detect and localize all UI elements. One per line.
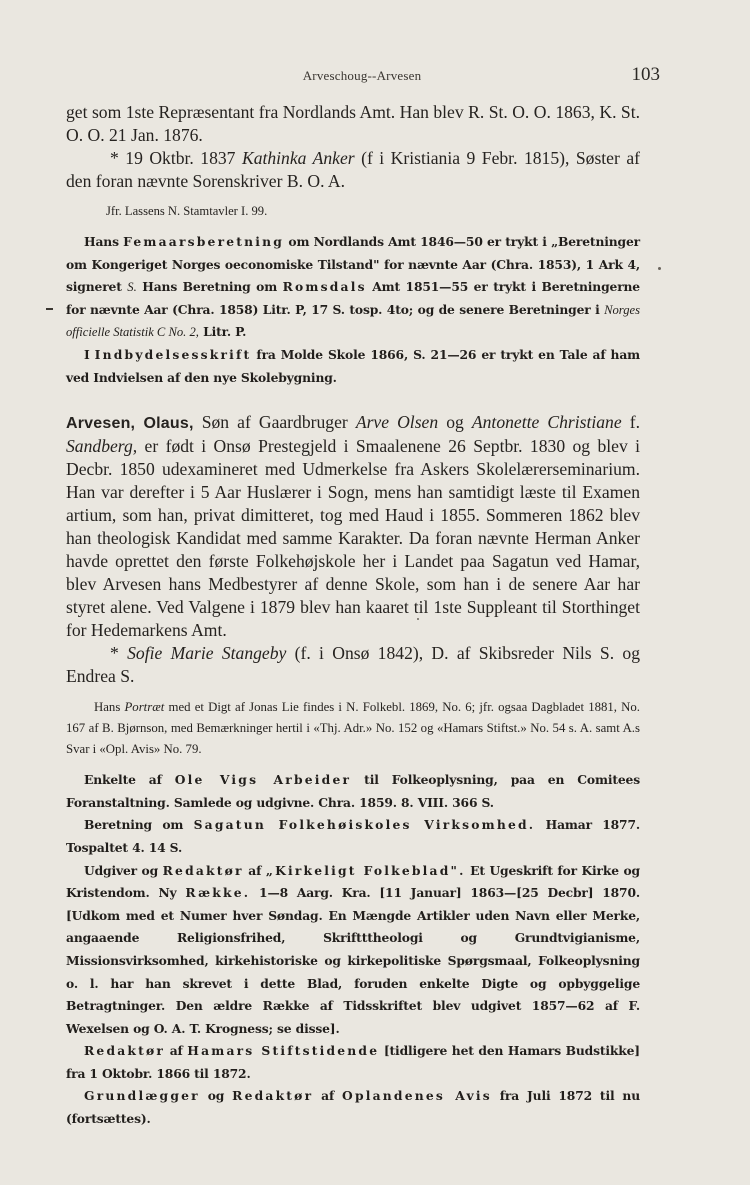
work-title: Hamars Stiftstidende — [187, 1043, 380, 1059]
page-body — [66, 101, 640, 1131]
role-title: Grundlægger — [84, 1088, 200, 1104]
works-text: af — [243, 862, 266, 878]
series-title: Norges officielle Statistik C No. 2, — [66, 302, 640, 340]
works-text: af — [313, 1088, 343, 1104]
works-entry — [66, 344, 640, 389]
marriage-details: (f i Kristiania 9 Febr. 1815), Søster af den foran nævnte Sorenskriver B. O. A. — [66, 148, 640, 191]
works-text: Hans — [84, 234, 124, 249]
works-text: og — [199, 1088, 233, 1104]
work-title: Indbydelsesskrift — [94, 346, 252, 362]
entry-continuation — [66, 101, 640, 147]
works-text: Litr. P. — [198, 324, 247, 340]
marriage-line — [66, 147, 640, 193]
works-text: Udgiver og — [84, 862, 163, 878]
spouse-name: Sofie Marie Stangeby — [127, 643, 287, 664]
works-text: [tidligere het den Hamars Budstikke] fra 1 Oktobr. 1866 til 1872. — [66, 1043, 640, 1081]
role-title: Redaktør — [84, 1043, 166, 1059]
series-word: Række. — [185, 885, 251, 901]
works-text: fra Juli 1872 til nu (fortsættes). — [66, 1088, 640, 1127]
print-speck — [658, 267, 661, 270]
works-entry — [66, 1040, 640, 1085]
works-entry — [66, 231, 640, 344]
running-head: Arveschoug--Arvesen — [302, 68, 422, 83]
works-text: om Nordlands Amt 1846—50 er trykt i „Beretninger om Kongeriget Norges oeconomiske Tilstand" for nævnte Aar (Chra. 1853), 1 Ark 4, signeret — [66, 234, 640, 295]
marriage-line — [66, 642, 640, 688]
role-title: Redaktør — [162, 862, 244, 878]
works-entry — [66, 1085, 640, 1130]
page-number: 103 — [631, 64, 660, 85]
works-text: Hans Beretning om — [136, 279, 283, 295]
works-entry — [66, 814, 640, 859]
signature-mark: S. — [127, 280, 137, 295]
bio-text: f. — [621, 412, 640, 433]
father-name: Arve Olsen — [355, 412, 439, 433]
bio-text: Søn af Gaardbruger — [193, 412, 356, 433]
work-title: Oplandenes Avis — [342, 1088, 492, 1104]
page-header — [64, 62, 660, 88]
note-text: med et Digt af Jonas Lie findes i N. Folkebl. 1869, No. 6; jfr. ogsaa Dagbladet 1881, No. 167 af B. Bjørnson, med Bemærkninger hertil i «Thj. Adr.» No. 152 og «Hamars Stiftst.» No. 54 s. A. samt A.s Svar i «Opl. Avis» No. 79. — [66, 700, 641, 757]
works-text: til Folkeoplysning, paa en Comitees Foranstaltning. Samlede og udgivne. Chra. 1859. 8. VIII. 366 S. — [66, 772, 640, 810]
margin-dash-mark — [46, 308, 53, 310]
works-entry — [66, 860, 640, 1041]
works-entry — [66, 769, 640, 814]
works-text: I — [84, 346, 95, 362]
mother-name: Antonette Christiane — [471, 412, 622, 433]
entry-headword: Arvesen, Olaus, — [66, 415, 194, 433]
work-title: Sagatun Folkehøiskoles Virksomhed. — [193, 817, 536, 833]
biography-entry — [66, 411, 640, 642]
spacer — [66, 389, 640, 411]
works-text: af — [165, 1043, 188, 1059]
reference-note: Jfr. Lassens N. Stamtavler I. 99. — [106, 204, 268, 218]
marriage-details: (f. i Onsø 1842), D. af Skibsreder Nils S. og Endrea S. — [66, 643, 641, 687]
mother-maiden-name: Sandberg, — [66, 436, 138, 457]
marriage-prefix: * — [110, 643, 128, 664]
work-title: „Kirkeligt Folkeblad". — [265, 862, 466, 878]
place-name: Romsdals — [282, 279, 367, 295]
portrait-note — [66, 697, 640, 760]
role-title: Redaktør — [232, 1088, 314, 1104]
spouse-name: Kathinka Anker — [241, 148, 355, 168]
note-text: Hans — [94, 700, 125, 715]
bio-text: er født i Onsø Prestegjeld i Smaalenene 26 Septbr. 1830 og blev i Decbr. 1850 udexamineret med Udmerkelse fra Askers Skolelærerseminarium. Han var derefter i 5 Aar Huslærer i Sogn, mens han samtidigt læste til Examen artium, som han, privat dimitteret, tog med Haud i 1855. Sommeren 1862 blev han theologisk Kandidat med samme Karakter. Da foran nævnte Herman Anker havde oprettet den første Folkehøjskole her i Landet paa Sagatun ved Hamar, blev Arvesen hans Medbestyrer af denne Skole, som han i de senere Aar har styret alene. Ved Valgene i 1879 blev han kaaret til 1ste Suppleant til Storthinget for Hedemarkens Amt. — [66, 436, 640, 641]
work-title: Ole Vigs Arbeider — [174, 772, 352, 788]
portrait-word: Portræt — [124, 700, 165, 715]
works-text: 1—8 Aarg. Kra. [11 Januar] 1863—[25 Decbr] 1870. [Udkom med et Numer hver Søndag. En Mængde Artikler uden Navn eller Merke, angaaende Religionsfrihed, Skriftttheologi og Grundtvigianisme, Missionsvirksomhed, kirkehistoriske og kirkepolitiske Spørgsmaal, Folkeoplysning o. l. har han skrevet i dette Blad, foruden enkelte Digte og opbyggelige Betragtninger. Den ældre Række af Tidsskriftet blev udgivet 1857—62 af F. Wexelsen og O. A. T. Krogness; se disse]. — [66, 885, 640, 1036]
continuation-text: get som 1ste Repræsentant fra Nordlands Amt. Han blev R. St. O. O. 1863, K. St. O. O. 21 Jan. 1876. — [66, 102, 640, 145]
work-title: Femaarsberetning — [123, 234, 285, 249]
works-text: Enkelte af — [84, 772, 175, 788]
marriage-prefix: * 19 Oktbr. 1837 — [110, 148, 242, 168]
bio-text: og — [438, 412, 472, 433]
works-text: fra Molde Skole 1866, S. 21—26 er trykt en Tale af ham ved Indvielsen af den nye Skolebygning. — [66, 346, 640, 385]
works-text: Beretning om — [84, 817, 194, 833]
works-text: Et Ugeskrift for Kirke og Kristendom. Ny — [66, 862, 640, 901]
works-text: Hamar 1877. Tospaltet 4. 14 S. — [66, 817, 641, 855]
works-text: Amt 1851—55 er trykt i Beretningerne for nævnte Aar (Chra. 1858) Litr. P, 17 S. tosp. 4to; og de senere Beretninger i — [66, 279, 640, 317]
